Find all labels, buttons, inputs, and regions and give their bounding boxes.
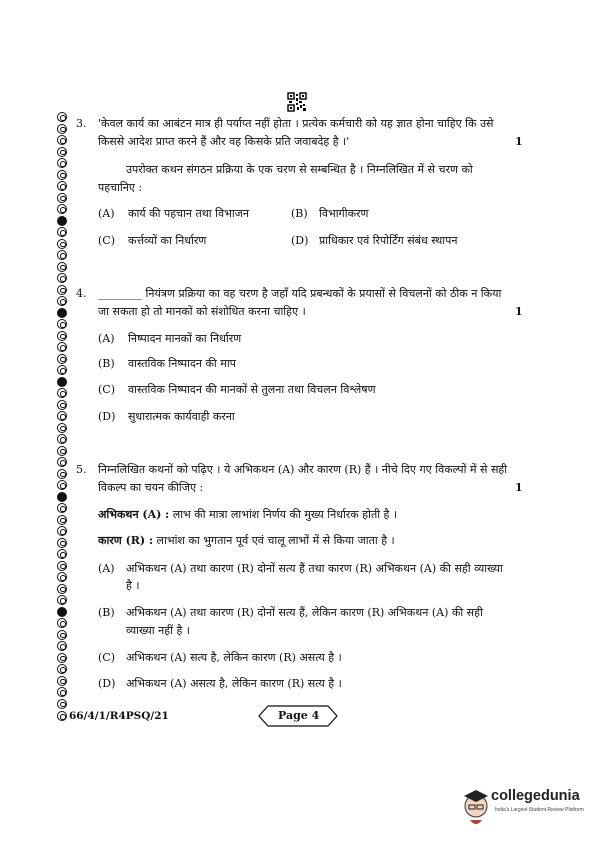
option-text: निष्पादन मानकों का निर्धारण — [128, 332, 242, 345]
assertion-label: अभिकथन (A) : — [98, 508, 170, 521]
circle-icon — [57, 492, 67, 502]
circle-icon — [57, 641, 67, 651]
circle-icon — [57, 204, 67, 214]
circle-icon — [57, 549, 67, 559]
option-label: (D) — [291, 234, 309, 247]
question-text: किससे आदेश प्राप्त करने हैं और वह किसके प्रति जवाबदेह है ।' — [98, 135, 350, 148]
circle-icon — [57, 135, 67, 145]
circle-icon — [57, 595, 67, 605]
circle-icon — [57, 170, 67, 180]
question-text: 'केवल कार्य का आबंटन मात्र ही पर्याप्त नहीं होता । प्रत्येक कर्मचारी को यह ज्ञात होना चाहिए कि उसे — [98, 117, 494, 130]
circle-icon — [57, 572, 67, 582]
circle-icon — [57, 193, 67, 203]
marks: 1 — [515, 135, 523, 148]
answer-circle-rail — [57, 112, 69, 717]
circle-icon — [57, 446, 67, 456]
circle-icon — [57, 664, 67, 674]
circle-icon — [57, 653, 67, 663]
question-number: 5. — [76, 463, 87, 476]
question-subtext: उपरोक्त कथन संगठन प्रक्रिया के एक चरण से सम्बन्धित है । निम्नलिखित में से चरण को — [126, 163, 473, 176]
circle-icon — [57, 526, 67, 536]
circle-icon — [57, 319, 67, 329]
option-text: है । — [126, 579, 140, 592]
reason-label: कारण (R) : — [98, 534, 154, 547]
circle-icon — [57, 503, 67, 513]
option-text: वास्तविक निष्पादन की मानकों से तुलना तथा विचलन विश्लेषण — [128, 383, 376, 396]
circle-icon — [57, 630, 67, 640]
circle-icon — [57, 112, 67, 122]
circle-icon — [57, 388, 67, 398]
circle-icon — [57, 250, 67, 260]
option-text: कर्त्तव्यों का निर्धारण — [128, 234, 207, 247]
circle-icon — [57, 561, 67, 571]
option-label: (A) — [98, 332, 115, 345]
reason — [98, 534, 395, 547]
option-text: प्राधिकार एवं रिपोर्टिंग संबंध स्थापन — [319, 234, 458, 247]
option-text: अभिकथन (A) असत्य है, लेकिन कारण (R) सत्य है । — [126, 677, 342, 690]
assertion-text: लाभ की मात्रा लाभांश निर्णय की मुख्य निर्धारक होती है । — [172, 508, 398, 521]
option-text: सुधारात्मक कार्यवाही करना — [128, 410, 235, 423]
circle-icon — [57, 124, 67, 134]
circle-icon — [57, 607, 67, 617]
option-label: (A) — [98, 562, 115, 575]
option-label: (C) — [98, 651, 115, 664]
circle-icon — [57, 147, 67, 157]
question-text: जा सकता हो तो मानकों को संशोधित करना चाहिए । — [98, 305, 306, 318]
circle-icon — [57, 158, 67, 168]
circle-icon — [57, 538, 67, 548]
circle-icon — [57, 365, 67, 375]
circle-icon — [57, 181, 67, 191]
option-label: (C) — [98, 234, 115, 247]
qr-code-icon — [287, 92, 307, 112]
circle-icon — [57, 411, 67, 421]
question-number: 4. — [76, 287, 87, 300]
logo-tagline: India's Largest Student Review Platform — [495, 807, 584, 813]
marks: 1 — [515, 305, 523, 318]
circle-icon — [57, 342, 67, 352]
circle-icon — [57, 515, 67, 525]
reason-text: लाभांश का भुगतान पूर्व एवं चालू लाभों में से किया जाता है । — [156, 534, 395, 547]
option-label: (B) — [291, 207, 308, 220]
circle-icon — [57, 285, 67, 295]
question-text: विकल्प का चयन कीजिए : — [98, 481, 204, 494]
option-text: अभिकथन (A) तथा कारण (R) दोनों सत्य हैं, लेकिन कारण (R) अभिकथन (A) की सही — [126, 606, 483, 619]
option-label: (D) — [98, 410, 116, 423]
circle-icon — [57, 423, 67, 433]
circle-icon — [57, 480, 67, 490]
option-text: कार्य की पहचान तथा विभाजन — [128, 207, 249, 220]
option-text: व्याख्या नहीं है । — [126, 624, 190, 637]
option-text: वास्तविक निष्पादन की माप — [128, 357, 236, 370]
question-text: निम्नलिखित कथनों को पढ़िए । ये अभिकथन (A) और कारण (R) हैं । नीचे दिए गए विकल्पों में से सही — [98, 463, 508, 476]
page-number: Page 4 — [278, 709, 320, 722]
circle-icon — [57, 457, 67, 467]
option-text: विभागीकरण — [319, 207, 369, 220]
circle-icon — [57, 227, 67, 237]
paper-code-text: 66/4/1/R4PSQ/21 — [69, 710, 169, 722]
circle-icon — [57, 296, 67, 306]
circle-icon — [57, 618, 67, 628]
option-label: (C) — [98, 383, 115, 396]
circle-icon — [57, 434, 67, 444]
circle-icon — [57, 584, 67, 594]
circle-icon — [57, 377, 67, 387]
option-label: (B) — [98, 606, 115, 619]
circle-icon — [57, 687, 67, 697]
circle-icon — [57, 308, 67, 318]
question-text: ________ नियंत्रण प्रक्रिया का वह चरण है जहाँ यदि प्रबन्धकों के प्रयासों से विचलनों को ठीक न किया — [98, 287, 502, 300]
circle-icon — [57, 239, 67, 249]
circle-icon — [57, 262, 67, 272]
question-subtext: पहचानिए : — [98, 181, 143, 194]
marks: 1 — [515, 481, 523, 494]
assertion — [98, 508, 397, 521]
option-text: अभिकथन (A) तथा कारण (R) दोनों सत्य हैं तथा कारण (R) अभिकथन (A) की सही व्याख्या — [126, 562, 503, 575]
circle-icon — [57, 469, 67, 479]
circle-icon — [57, 676, 67, 686]
circle-icon — [57, 400, 67, 410]
circle-icon — [57, 354, 67, 364]
option-label: (D) — [98, 677, 116, 690]
circle-icon — [57, 331, 67, 341]
circle-icon — [57, 711, 67, 721]
question-number: 3. — [76, 117, 87, 130]
paper-code — [57, 710, 169, 722]
circle-icon — [57, 699, 67, 709]
option-label: (B) — [98, 357, 115, 370]
circle-icon — [57, 273, 67, 283]
option-text: अभिकथन (A) सत्य है, लेकिन कारण (R) असत्य है । — [126, 651, 342, 664]
logo-name: collegedunia — [491, 788, 580, 804]
option-label: (A) — [98, 207, 115, 220]
circle-icon — [57, 216, 67, 226]
